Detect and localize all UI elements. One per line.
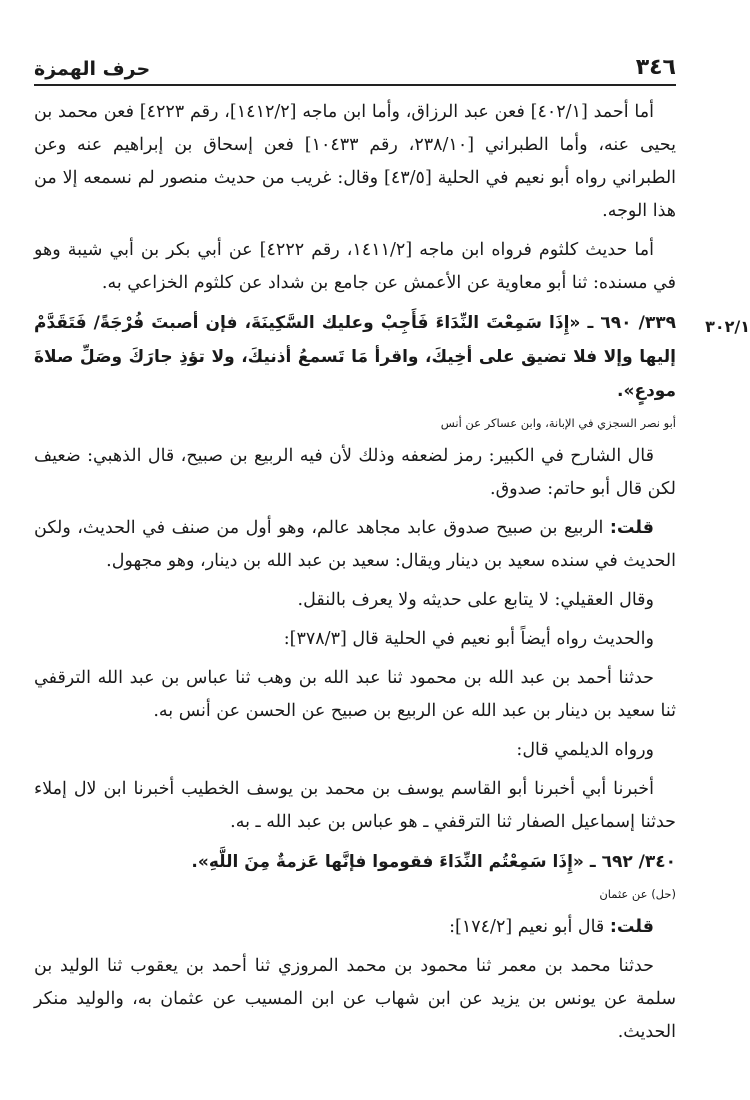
margin-volume-ref: ٣٠٢/١ <box>705 317 750 336</box>
running-title: حرف الهمزة <box>34 58 151 80</box>
hadith-692-source: (حل) عن عثمان <box>599 887 676 901</box>
hadith-690-source: أبو نصر السجزي في الإبانة، وابن عساكر عن أنس <box>440 416 676 430</box>
paragraph-isnad-daylami: أخبرنا أبي أخبرنا أبو القاسم يوسف بن محمد بن يوسف الخطيب أخبرنا ابن لال إملاء حدثنا إسماعيل الصفار ثنا الترقفي ـ هو عباس بن عبد الله ـ به. <box>34 779 676 832</box>
paragraph-hilya-ref: والحديث رواه أيضاً أبو نعيم في الحلية قال [٣٧٨/٣]: <box>283 629 654 649</box>
hadith-692: ٣٤٠/ ٦٩٢ ـ «إِذَا سَمِعْتُم النِّدَاءَ فقوموا فإنَّها عَزمةٌ مِنَ اللَّهِ». <box>191 852 676 872</box>
paragraph-isnad-final: حدثنا محمد بن معمر ثنا محمود بن محمد المروزي ثنا أحمد بن يعقوب ثنا الوليد بن سلمة عن يونس بن يزيد عن ابن شهاب عن ابن المسيب عن عثمان به، والوليد منكر الحديث. <box>34 956 676 1042</box>
paragraph-qult-abu-nuaym <box>34 911 676 944</box>
qult-text-2: قال أبو نعيم [١٧٤/٢]: <box>449 917 610 937</box>
paragraph-ahmad-ibn-majah: أما أحمد [٤٠٢/١] فعن عبد الرزاق، وأما ابن ماجه [١٤١٢/٢]، رقم ٤٢٢٣] فعن محمد بن يحيى عنه، وأما الطبراني [٢٣٨/١٠، رقم ١٠٤٣٣] فعن إسحاق بن إبراهيم عنه وعن الطبراني رواه أبو نعيم في الحلية [٤٣/٥] وقال: غريب من حديث منصور لم نسمعه إلا من هذا الوجه. <box>34 102 677 221</box>
paragraph-uqayli: وقال العقيلي: لا يتابع على حديثه ولا يعرف بالنقل. <box>297 590 654 610</box>
paragraph-qult-rabi <box>34 512 676 578</box>
hadith-690 <box>34 306 750 408</box>
page-header <box>34 52 676 86</box>
qult-text: الربيع بن صبيح صدوق عابد مجاهد عالم، وهو أول من صنف في الحديث، ولكن الحديث في سنده سعيد بن دينار ويقال: سعيد بن عبد الله بن دينار، وهو مجهول. <box>34 518 676 571</box>
page-number: ٣٤٦ <box>635 55 676 80</box>
paragraph-isnad-abu-nuaym: حدثنا أحمد بن عبد الله بن محمود ثنا عبد الله بن وهب ثنا عباس بن عبد الله الترقفي ثنا سعيد بن دينار بن عبد الله عن الربيع بن صبيح عن الحسن عن أنس به. <box>34 668 676 721</box>
page-content <box>34 96 750 1055</box>
paragraph-kulthum: أما حديث كلثوم فرواه ابن ماجه [١٤١١/٢، رقم ٤٢٢٢] عن أبي بكر بن أبي شيبة وهو في مسنده: ثنا أبو معاوية عن الأعمش عن جامع بن شداد عن كلثوم الخزاعي به. <box>34 240 676 293</box>
qult-label: قلت: <box>609 518 654 538</box>
paragraph-daylami: ورواه الديلمي قال: <box>516 740 654 760</box>
qult-label-2: قلت: <box>609 917 654 937</box>
hadith-690-text: ٣٣٩/ ٦٩٠ ـ «إِذَا سَمِعْتَ النِّدَاءَ فَأَجِبْ وعليك السَّكِينَةَ، فإن أصبتَ فُرْجَةً/ فَتَقَدَّمْ إليها وإلا فلا تضيق على أخِيكَ، واقرأ مَا تَسمعُ أذنيكَ، ولا تؤذِ جارَكَ وصَلِّ صلاةَ مودعٍ». <box>34 313 676 401</box>
paragraph-sharih-comment: قال الشارح في الكبير: رمز لضعفه وذلك لأن فيه الربيع بن صبيح، قال الذهبي: ضعيف لكن قال أبو حاتم: صدوق. <box>34 446 676 499</box>
